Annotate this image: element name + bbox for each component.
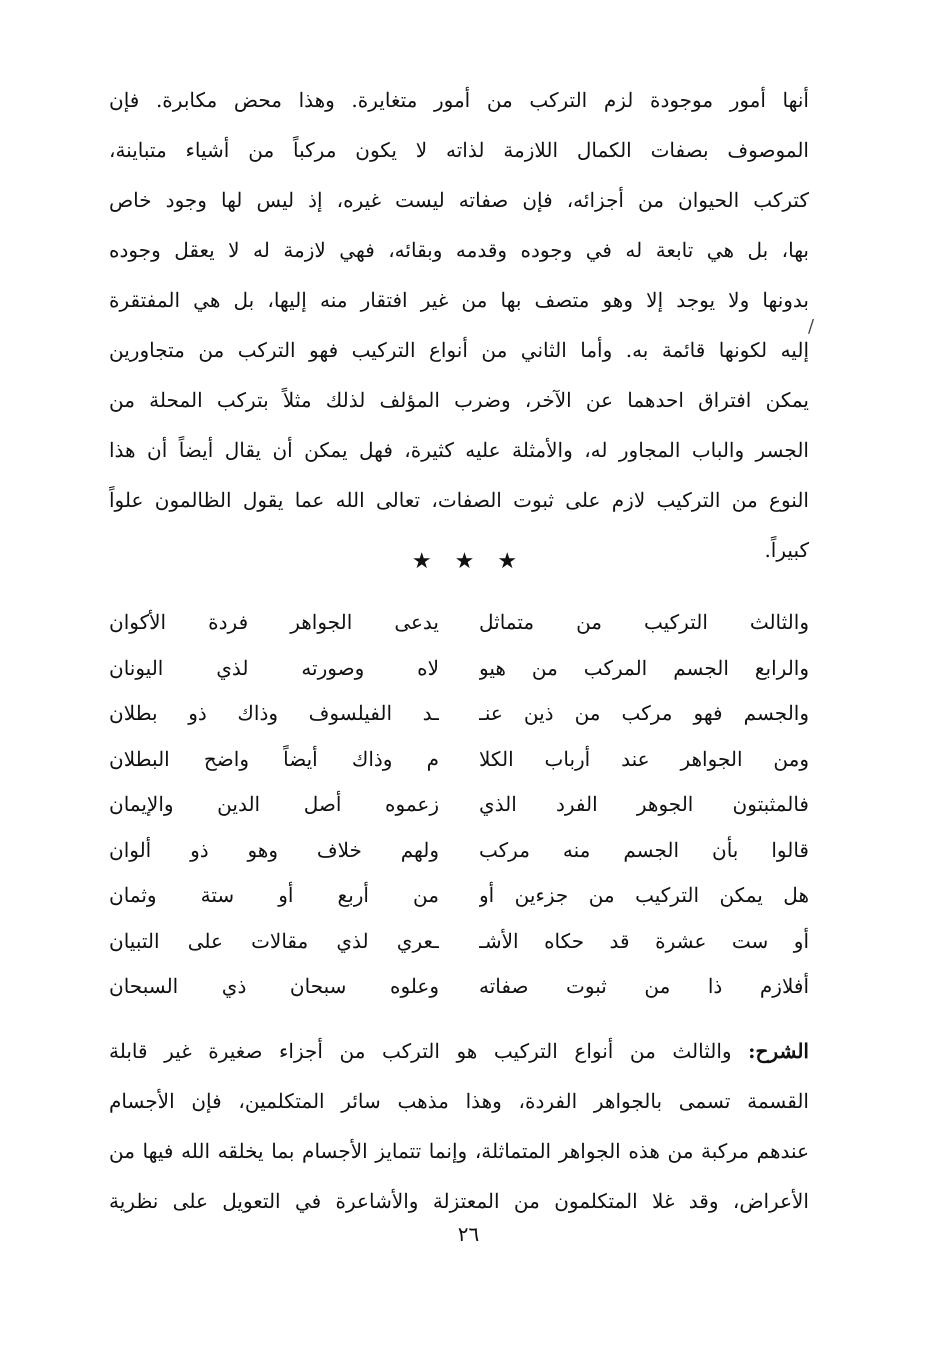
section-divider-stars: ★ ★ ★ <box>411 549 526 574</box>
poem-verse <box>109 828 809 874</box>
text-line: إليه لكونها قائمة به. وأما الثاني من أنواع التركيب فهو التركب من متجاورين <box>109 338 809 362</box>
text-line: الموصوف بصفات الكمال اللازمة لذاته لا يكون مركباً من أشياء متباينة، <box>109 138 809 162</box>
verse-second-hemistich: لاه وصورته لذي اليونان <box>109 655 439 680</box>
verse-second-hemistich: ـعري لذي مقالات على التبيان <box>109 928 439 953</box>
text-line: النوع من التركيب لازم على ثبوت الصفات، تعالى الله عما يقول الظالمون علواً <box>109 488 809 512</box>
margin-mark: / <box>808 316 815 337</box>
text-line: بدونها ولا يوجد إلا وهو متصف بها من غير افتقار منه إليها، بل هي المفتقرة <box>109 288 809 312</box>
poem <box>109 600 809 1010</box>
commentary-label: الشرح: <box>748 1039 809 1063</box>
poem-verse <box>109 873 809 919</box>
text-line: القسمة تسمى بالجواهر الفردة، وهذا مذهب سائر المتكلمين، فإن الأجسام <box>109 1089 809 1113</box>
page-number: ٢٦ <box>457 1222 480 1246</box>
poem-verse <box>109 646 809 692</box>
verse-second-hemistich: يدعى الجواهر فردة الأكوان <box>109 610 439 634</box>
text-line: الأعراض، وقد غلا المتكلمون من المعتزلة والأشاعرة في التعويل على نظرية <box>109 1189 809 1213</box>
verse-second-hemistich: من أربع أو ستة وثمان <box>109 883 439 907</box>
commentary-first-line: والثالث من أنواع التركيب هو التركب من أجزاء صغيرة غير قابلة <box>109 1039 732 1063</box>
poem-verse <box>109 691 809 737</box>
text-line: الجسر والباب المجاور له، والأمثلة عليه كثيرة، فهل يمكن أن يقال أيضاً أن هذا <box>109 438 809 462</box>
poem-verse <box>109 919 809 965</box>
verse-first-hemistich: أو ست عشرة قد حكاه الأشـ <box>479 928 809 953</box>
verse-first-hemistich: ومن الجواهر عند أرباب الكلا <box>479 746 809 771</box>
poem-verse <box>109 964 809 1010</box>
poem-verse <box>109 737 809 783</box>
text-line: يمكن افتراق احدهما عن الآخر، وضرب المؤلف لذلك مثلاً بتركب المحلة من <box>109 388 809 412</box>
text-line: بها، بل هي تابعة له في وجوده وقدمه وبقائه، فهي لازمة له لا يعقل وجوده <box>109 238 809 262</box>
verse-first-hemistich: قالوا بأن الجسم منه مركب <box>479 837 809 862</box>
verse-first-hemistich: والثالث التركيب من متماثل <box>479 610 809 634</box>
verse-first-hemistich: فالمثبتون الجوهر الفرد الذي <box>479 792 809 816</box>
verse-second-hemistich: وعلوه سبحان ذي السبحان <box>109 974 439 998</box>
verse-first-hemistich: والجسم فهو مركب من ذين عنـ <box>479 701 809 725</box>
text-line: أنها أمور موجودة لزم التركب من أمور متغايرة. وهذا محض مكابرة. فإن <box>109 88 809 112</box>
verse-second-hemistich: ولهم خلاف وهو ذو ألوان <box>109 837 439 862</box>
text-line: كتركب الحيوان من أجزائه، فإن صفاته ليست غيره، إذ ليس لها وجود خاص <box>109 188 809 212</box>
text-line <box>109 1026 809 1076</box>
verse-first-hemistich: هل يمكن التركيب من جزءين أو <box>479 883 809 907</box>
poem-verse <box>109 782 809 828</box>
verse-second-hemistich: زعموه أصل الدين والإيمان <box>109 792 439 816</box>
verse-second-hemistich: م وذاك أيضاً واضح البطلان <box>109 746 439 771</box>
verse-first-hemistich: والرابع الجسم المركب من هيو <box>479 655 809 680</box>
text-line: كبيراً. <box>764 538 809 562</box>
text-line: عندهم مركبة من هذه الجواهر المتماثلة، وإنما تتمايز الأجسام بما يخلقه الله فيها من <box>109 1139 809 1163</box>
poem-verse <box>109 600 809 646</box>
paragraph-commentary <box>109 1026 809 1226</box>
verse-first-hemistich: أفلازم ذا من ثبوت صفاته <box>479 974 809 998</box>
paragraph-opening <box>109 75 809 575</box>
verse-second-hemistich: ـد الفيلسوف وذاك ذو بطلان <box>109 701 439 725</box>
